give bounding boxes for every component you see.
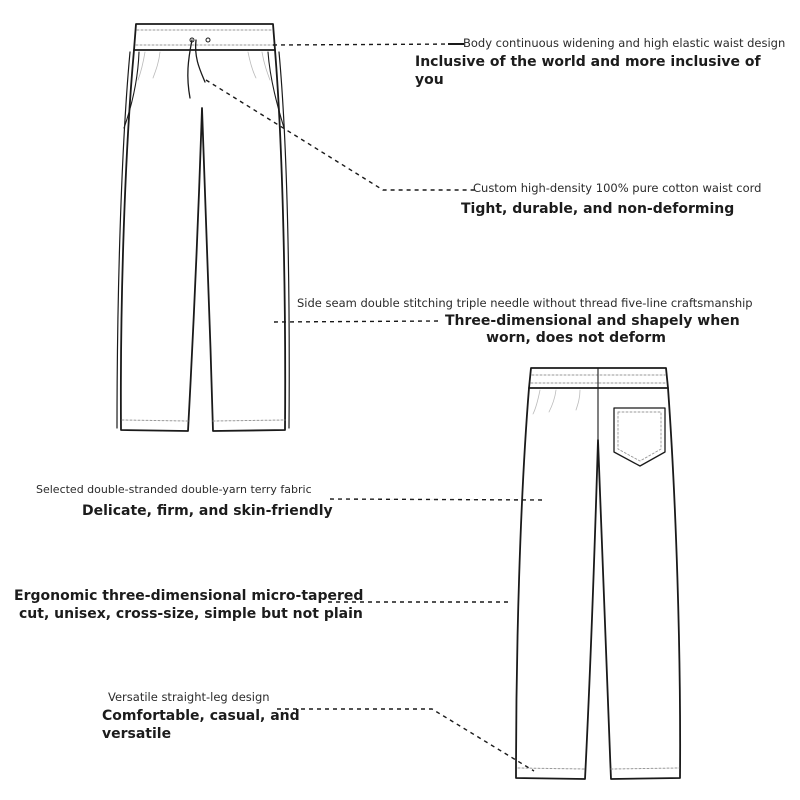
cord-callout-subtitle: Tight, durable, and non-deforming — [461, 201, 735, 217]
front-waistband-stitch — [136, 30, 273, 45]
callout-lines — [206, 44, 543, 771]
leader-leg — [277, 709, 534, 771]
seam-callout-subtitle-2: worn, does not deform — [486, 330, 666, 346]
cord-callout-title: Custom high-density 100% pure cotton waist cord — [473, 181, 762, 195]
leader-cord — [206, 80, 475, 190]
leader-waist — [273, 44, 462, 45]
leg-callout-subtitle-1: Comfortable, casual, and — [102, 708, 300, 724]
waist-callout-title: Body continuous widening and high elastic waist design — [463, 36, 786, 50]
pants-front-illustration — [117, 24, 289, 431]
leader-seam — [274, 321, 440, 322]
leg-callout-subtitle-2: versatile — [102, 726, 172, 742]
back-pocket — [614, 408, 665, 466]
fabric-callout-subtitle: Delicate, firm, and skin-friendly — [82, 503, 333, 519]
front-drawstring — [188, 40, 205, 98]
cut-callout-title-2: cut, unisex, cross-size, simple but not plain — [19, 606, 363, 622]
seam-callout-subtitle-1: Three-dimensional and shapely when — [445, 313, 740, 329]
leader-fabric — [330, 499, 543, 500]
waist-callout-subtitle-2: you — [415, 72, 444, 88]
leg-callout-title: Versatile straight-leg design — [108, 690, 270, 704]
front-gathers — [138, 52, 270, 80]
back-outline — [516, 388, 680, 779]
pants-back-illustration — [516, 368, 680, 779]
back-gathers — [533, 390, 580, 414]
fabric-callout-title: Selected double-stranded double-yarn terry fabric — [36, 483, 312, 496]
front-waistband — [134, 24, 275, 50]
front-hem-stitch — [122, 420, 285, 421]
back-hem-stitch — [518, 768, 679, 769]
front-outline — [121, 50, 285, 431]
front-eyelet-right — [206, 38, 210, 42]
seam-callout-title: Side seam double stitching triple needle without thread five-line craftsmanship — [297, 296, 753, 310]
waist-callout-subtitle-1: Inclusive of the world and more inclusive of — [415, 54, 761, 70]
cut-callout-title-1: Ergonomic three-dimensional micro-tapered — [14, 588, 364, 604]
back-pocket-stitch — [618, 412, 661, 461]
